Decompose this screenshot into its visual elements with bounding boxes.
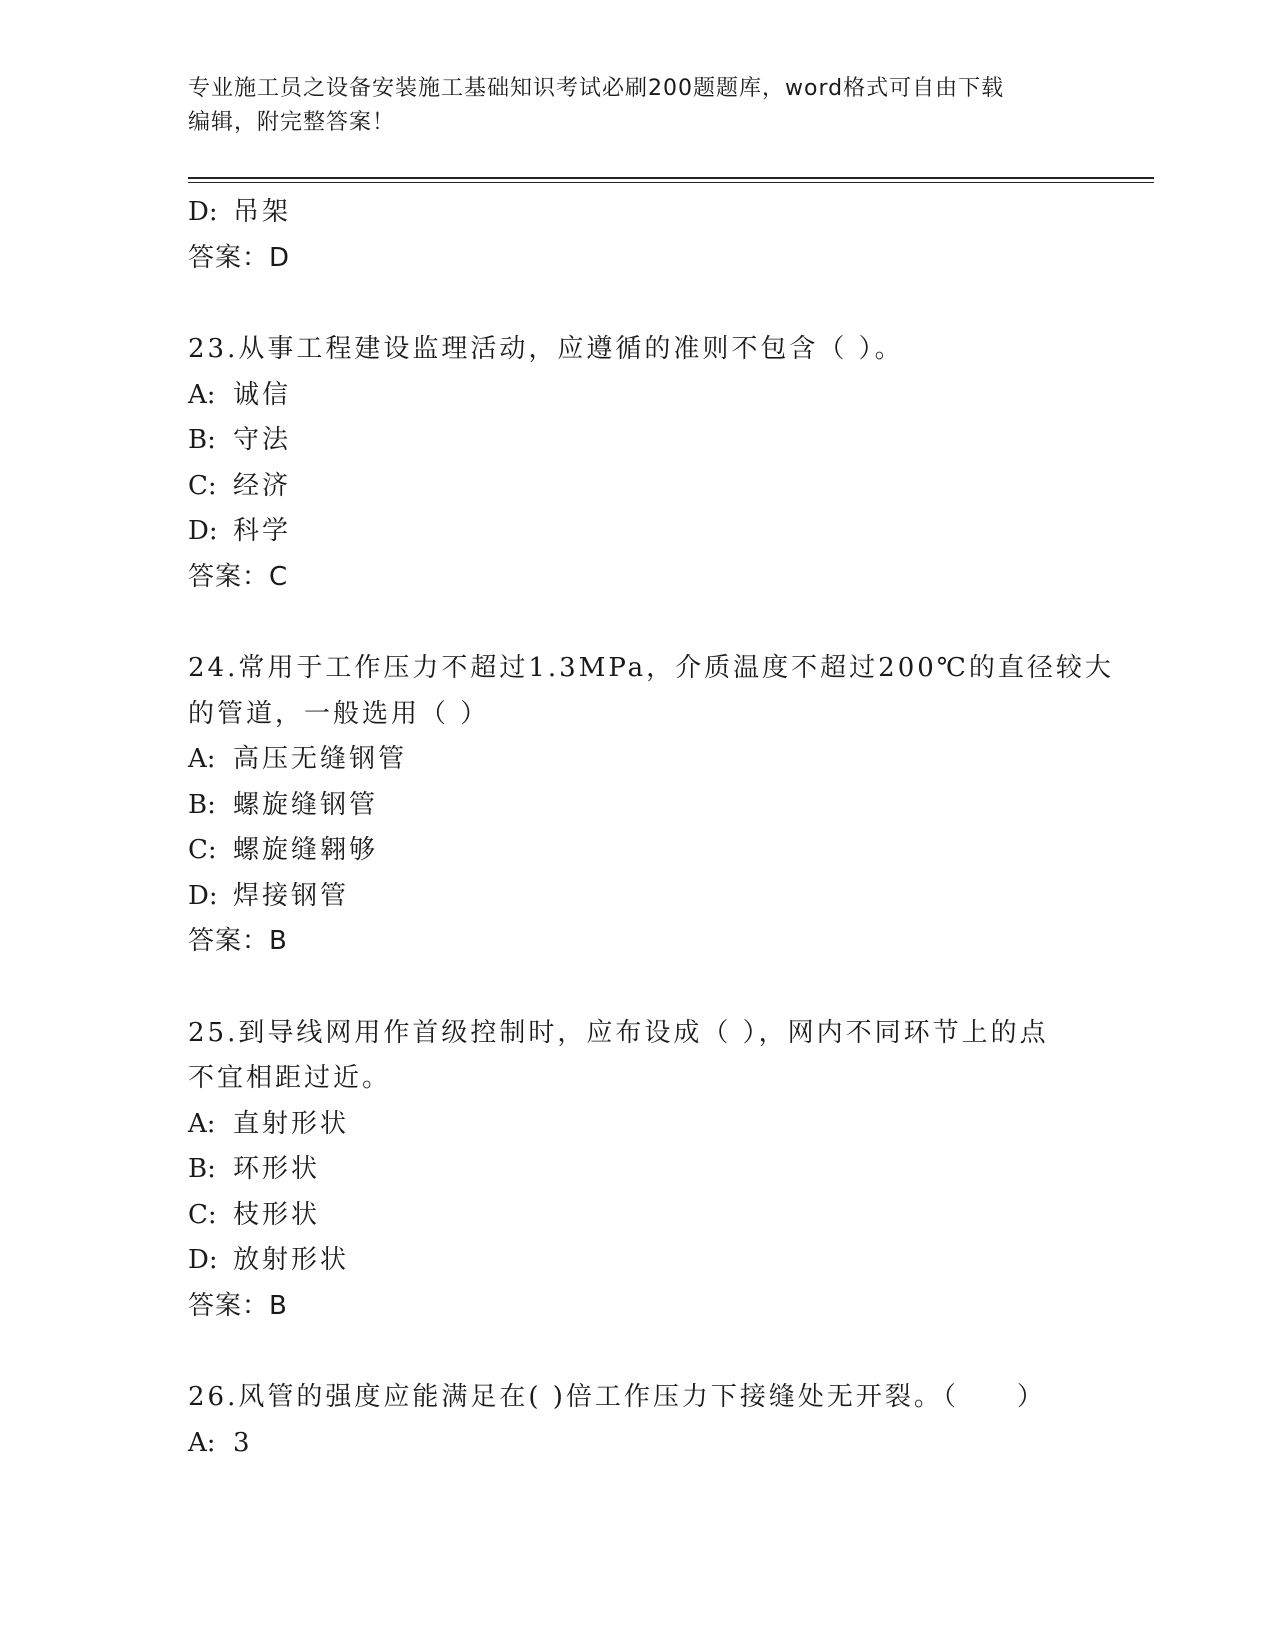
option-letter: B: [188,425,216,455]
option-letter: D: [188,1245,218,1275]
document-header [188,72,1068,140]
question-stem-continued: 不宜相距过近。 [188,1063,392,1093]
option-letter: A: [188,379,216,410]
option-text: 诚信 [233,379,292,410]
option-row [188,190,1088,236]
answer-line: 答案：B [188,1290,288,1321]
option-row [188,1238,1088,1284]
option-row [188,1421,1088,1467]
option-letter: A: [188,1427,216,1458]
option-text: 放射形状 [233,1245,350,1275]
option-row [188,373,1088,419]
option-row [188,464,1088,510]
question-stem: 24.常用于工作压力不超过1.3MPa，介质温度不超过200℃的直径较大 [188,653,1114,683]
option-row [188,737,1088,783]
option-text: 高压无缝钢管 [233,744,408,774]
question-stem: 25.到导线网用作首级控制时，应布设成（ ），网内不同环节上的点 [188,1017,1049,1048]
option-letter: D: [188,880,218,911]
header-divider-thick [188,177,1154,179]
option-letter: A: [188,744,216,774]
question-stem-continued: 的管道，一般选用（ ） [188,698,490,729]
question-stem: 26.风管的强度应能满足在( )倍工作压力下接缝处无开裂。（ ） [188,1382,1046,1412]
option-row [188,1102,1088,1148]
header-line-1: 专业施工员之设备安装施工基础知识考试必刷200题题库，word格式可自由下载 [188,76,1005,101]
option-letter: C: [188,835,217,865]
option-text: 科学 [233,516,292,546]
question-content [188,190,1114,1466]
answer-line: 答案：D [188,242,291,273]
option-row [188,828,1088,874]
answer-line: 答案：C [188,561,289,592]
option-text: 守法 [233,425,292,455]
option-letter: C: [188,1199,217,1230]
option-row [188,1147,1088,1193]
answer-line: 答案：B [188,926,288,956]
option-text: 直射形状 [233,1108,350,1139]
option-letter: D: [188,516,218,546]
option-letter: B: [188,1154,216,1184]
option-text: 螺旋缝钢管 [233,789,379,820]
option-letter: A: [188,1108,216,1139]
option-text: 3 [233,1427,253,1458]
option-text: 枝形状 [233,1199,321,1230]
option-row [188,1193,1088,1239]
option-row [188,874,1088,920]
header-line-2: 编辑，附完整答案！ [188,110,396,135]
option-text: 螺旋缝翱够 [233,835,379,865]
option-letter: D: [188,197,218,227]
question-stem: 23.从事工程建设监理活动，应遵循的准则不包含（ ）。 [188,334,904,364]
option-row [188,783,1088,829]
option-text: 焊接钢管 [233,880,350,911]
option-letter: C: [188,470,217,501]
header-divider-thin [188,182,1154,183]
option-row [188,509,1088,555]
option-text: 吊架 [233,197,292,227]
option-text: 经济 [233,470,292,501]
option-letter: B: [188,789,216,820]
option-row [188,418,1088,464]
option-text: 环形状 [233,1154,321,1184]
